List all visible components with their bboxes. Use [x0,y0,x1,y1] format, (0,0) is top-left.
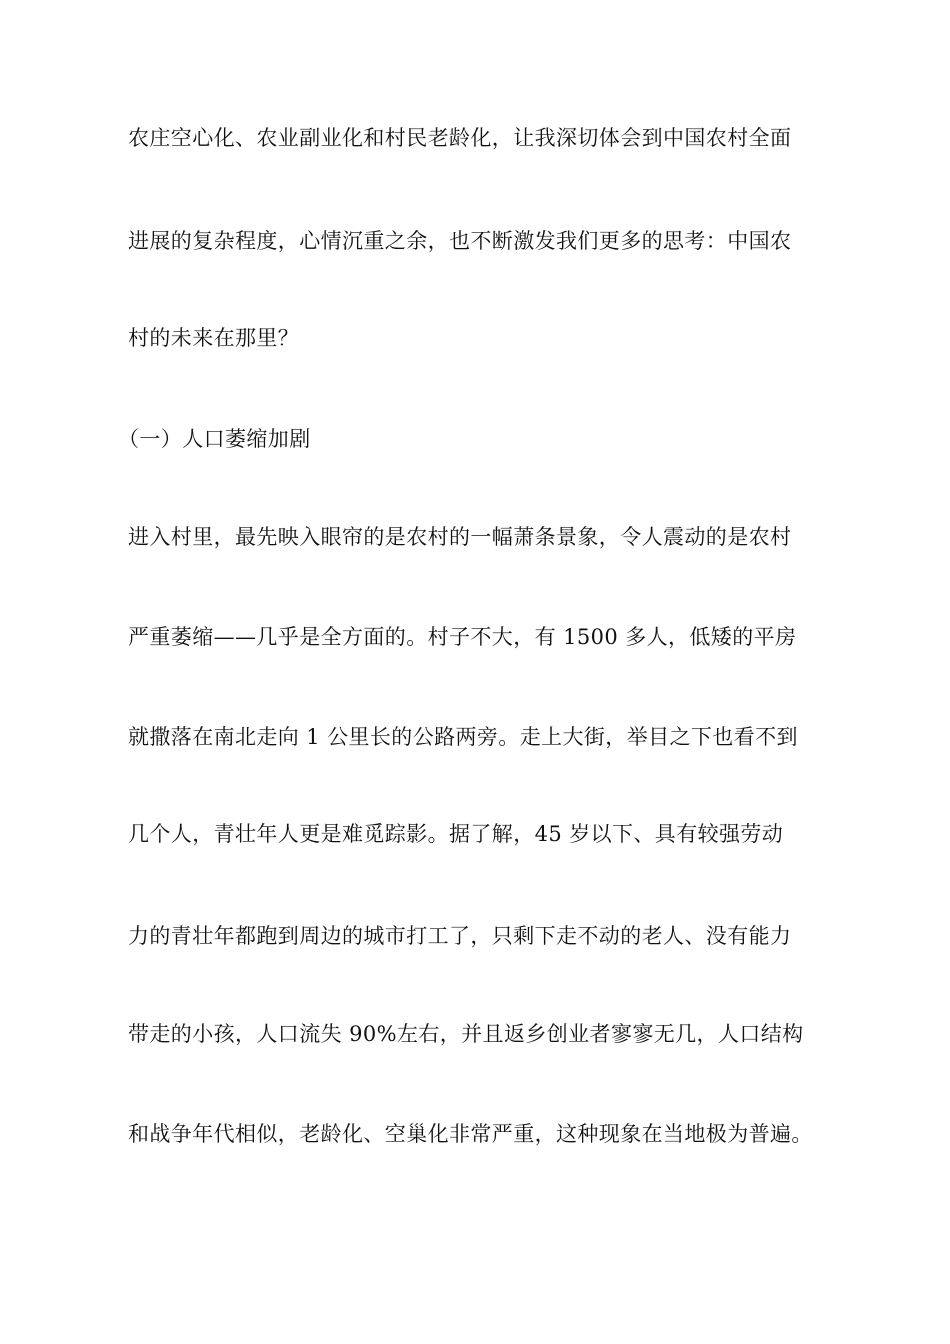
section-heading: （一）人口萎缩加剧 [118,427,311,451]
paragraph-line: 进展的复杂程度，心情沉重之余，也不断激发我们更多的思考：中国农 [128,229,792,253]
paragraph-line: 就撒落在南北走向 1 公里长的公路两旁。走上大街，举目之下也看不到 [128,725,798,749]
paragraph-line: 进入村里，最先映入眼帘的是农村的一幅萧条景象，令人震动的是农村 [128,525,792,549]
paragraph-line: 几个人，青壮年人更是难觅踪影。据了解，45 岁以下、具有较强劳动 [128,822,784,846]
paragraph-line: 农庄空心化、农业副业化和村民老龄化，让我深切体会到中国农村全面 [128,126,792,150]
paragraph-line: 村的未来在那里？ [128,326,300,350]
paragraph-line: 和战争年代相似，老龄化、空巢化非常严重，这种现象在当地极为普遍。 [128,1122,813,1146]
paragraph-line: 带走的小孩，人口流失 90%左右，并且返乡创业者寥寥无几，人口结构 [128,1022,804,1046]
paragraph-line: 严重萎缩——几乎是全方面的。村子不大，有 1500 多人，低矮的平房 [128,625,797,649]
paragraph-line: 力的青壮年都跑到周边的城市打工了，只剩下走不动的老人、没有能力 [128,924,792,948]
